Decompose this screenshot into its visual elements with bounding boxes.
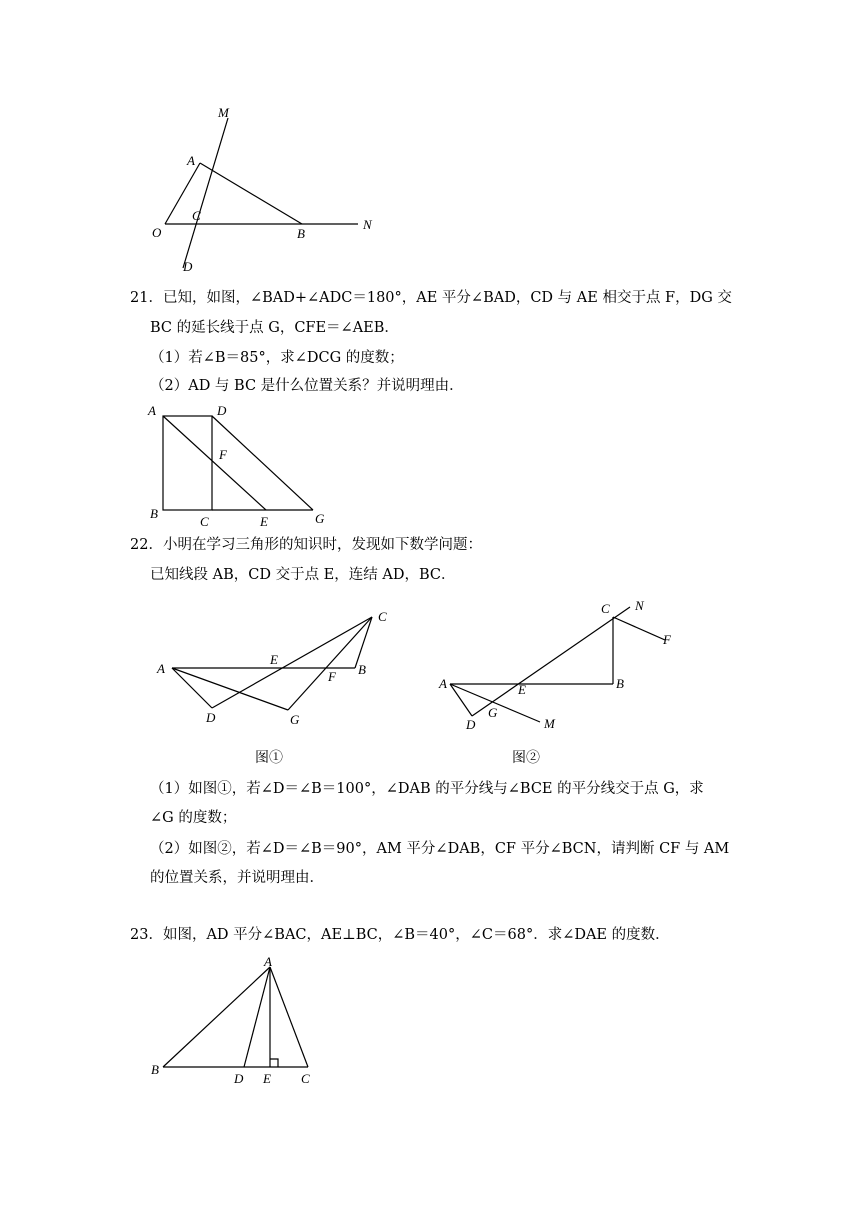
figure-q21: [0, 395, 400, 535]
label-B: B: [151, 1062, 159, 1077]
q22-line1: [130, 535, 482, 555]
label-M: M: [218, 105, 229, 120]
label-D: D: [466, 717, 476, 732]
label-C: C: [301, 1071, 310, 1086]
label-N: N: [363, 217, 372, 232]
q23-number: 23．: [130, 927, 163, 943]
line-DN: [472, 607, 630, 716]
label-D: D: [234, 1071, 244, 1086]
figure-q20-svg: [0, 0, 860, 280]
figure-q20: [0, 0, 860, 280]
label-C: C: [378, 609, 387, 624]
label-M: M: [544, 716, 555, 731]
label-B: B: [150, 506, 158, 521]
label-A: A: [157, 661, 165, 676]
label-G: G: [290, 712, 300, 727]
label-E: E: [263, 1071, 271, 1086]
line-AE: [163, 416, 266, 510]
label-A: A: [439, 676, 447, 691]
line-DG: [212, 416, 313, 510]
right-angle-mark: [270, 1059, 278, 1067]
q22-part2-line2: 的位置关系，并说明理由．: [150, 870, 324, 886]
label-N: N: [635, 598, 644, 613]
q22-text-1: 小明在学习三角形的知识时，发现如下数学问题：: [162, 537, 482, 553]
label-B: B: [616, 676, 624, 691]
line-CF: [613, 617, 665, 640]
line-AD: [172, 668, 212, 708]
q21-line1: [130, 288, 732, 308]
label-C: C: [200, 514, 209, 529]
label-A: A: [187, 153, 195, 168]
label-F: F: [219, 447, 227, 462]
line-AB: [200, 163, 302, 224]
q22-part2-line1: （2）如图②，若∠D＝∠B＝90°，AM 平分∠DAB，CF 平分∠BCN，请判断 CF 与 AM: [150, 841, 730, 857]
figure-q21-svg: [0, 395, 400, 535]
label-E: E: [518, 682, 526, 697]
label-D: D: [206, 710, 216, 725]
figure-q22-2-svg: [420, 590, 720, 775]
line-AB: [163, 967, 270, 1067]
q22-part1-line2: ∠G 的度数；: [150, 810, 237, 826]
label-B: B: [358, 662, 366, 677]
line-DC: [212, 617, 372, 708]
figure-q22-2: [420, 590, 720, 775]
line-AD: [244, 967, 270, 1067]
rect-ABCD: [163, 416, 212, 510]
q23-line1: [130, 925, 670, 945]
label-D: D: [183, 259, 193, 274]
fig1-caption: 图①: [255, 751, 283, 766]
label-A: A: [148, 403, 156, 418]
figure-q22-1: [0, 595, 420, 775]
label-E: E: [260, 514, 268, 529]
q22-line2: 已知线段 AB，CD 交于点 E，连结 AD，BC．: [150, 567, 456, 583]
label-G: G: [488, 705, 498, 720]
label-D: D: [217, 403, 227, 418]
q21-text-1: 已知，如图，∠BAD+∠ADC＝180°，AE 平分∠BAD，CD 与 AE 相交于点 F，DG 交: [162, 290, 732, 306]
q22-number: 22．: [130, 537, 163, 553]
label-C: C: [192, 208, 201, 223]
figure-q22-1-svg: [0, 595, 420, 775]
fig2-caption: 图②: [512, 751, 540, 766]
label-F: F: [663, 632, 671, 647]
q22-part1-line1: （1）如图①，若∠D＝∠B＝100°，∠DAB 的平分线与∠BCE 的平分线交于点 G，求: [150, 781, 704, 797]
line-MD: [183, 118, 228, 268]
figure-q23-svg: [0, 950, 360, 1090]
label-O: O: [152, 225, 162, 240]
q21-part1: （1）若∠B＝85°，求∠DCG 的度数；: [150, 350, 404, 366]
label-B: B: [297, 226, 305, 241]
label-A: A: [264, 954, 272, 969]
q21-line2: BC 的延长线于点 G，CFE＝∠AEB．: [150, 320, 399, 336]
label-C: C: [601, 601, 610, 616]
q21-number: 21．: [130, 290, 163, 306]
line-AC: [270, 967, 308, 1067]
figure-q23: [0, 950, 360, 1090]
q23-text-1: 如图，AD 平分∠BAC，AE⊥BC，∠B＝40°，∠C＝68°．求∠DAE 的度数．: [162, 927, 670, 943]
label-F: F: [328, 669, 336, 684]
label-E: E: [270, 652, 278, 667]
label-G: G: [315, 511, 325, 526]
q21-part2: （2）AD 与 BC 是什么位置关系？并说明理由．: [150, 378, 464, 394]
